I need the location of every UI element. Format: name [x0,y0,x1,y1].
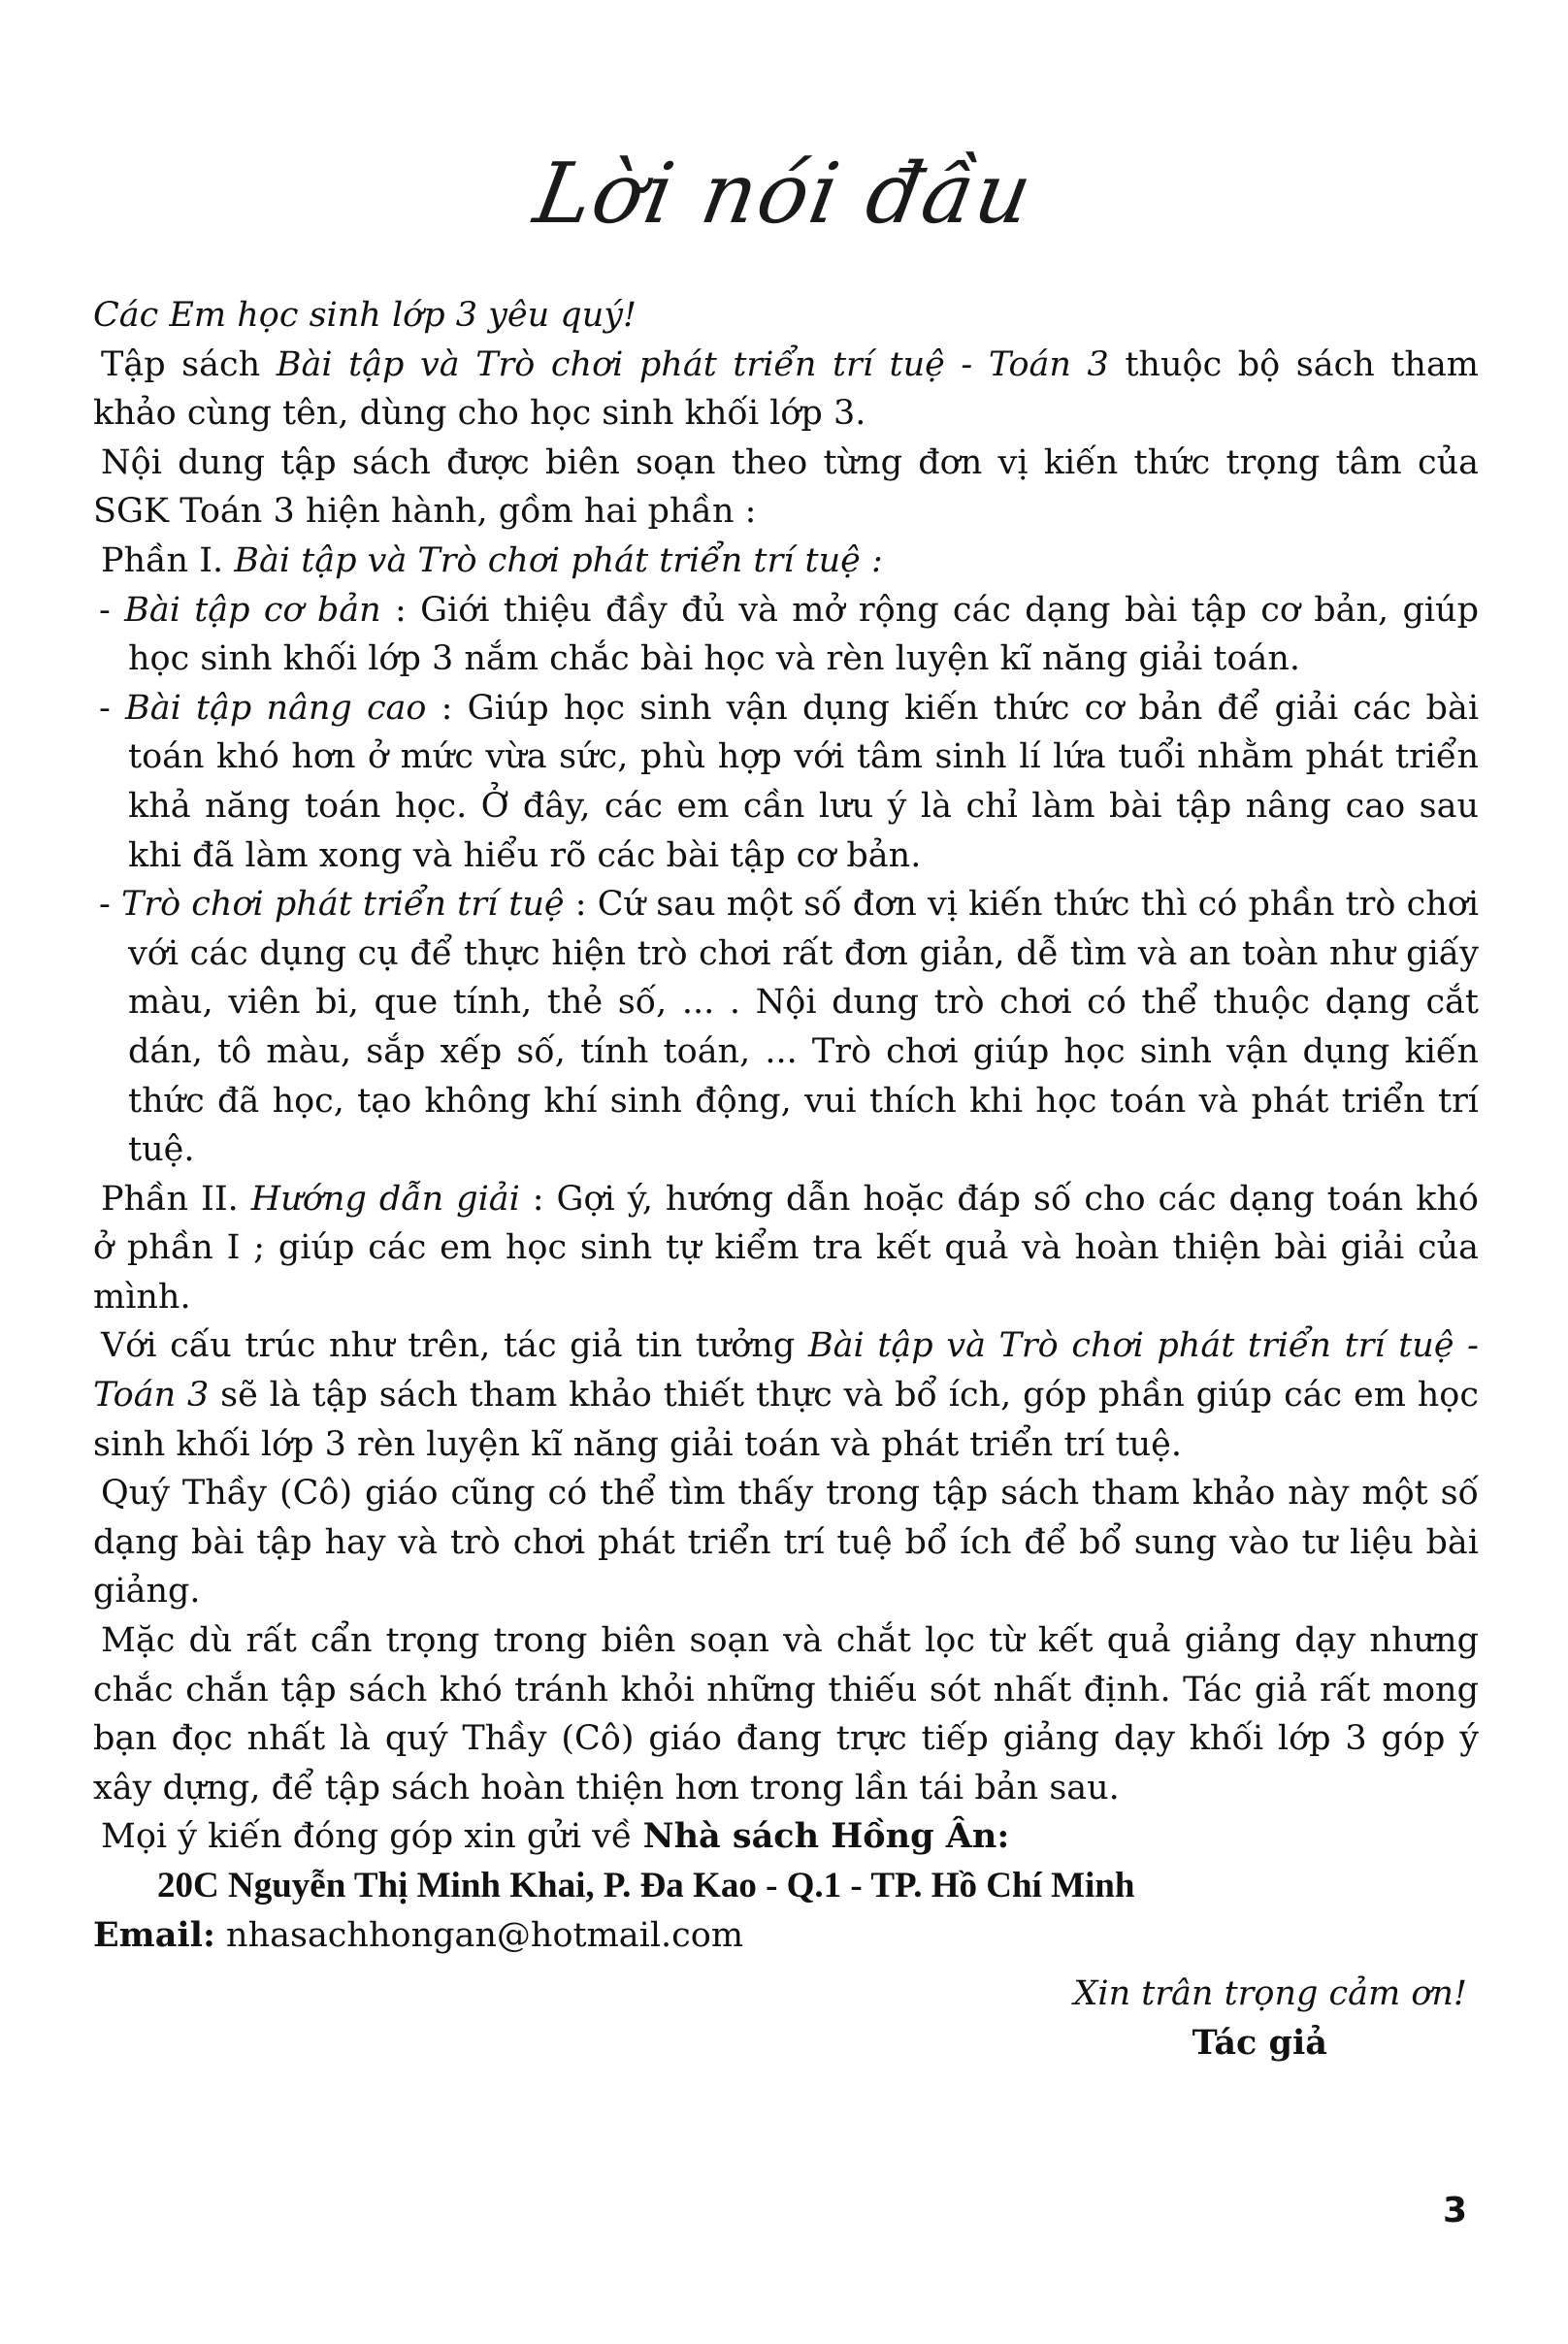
book-title: Bài tập và Trò chơi phát triển trí tuệ - Toán 3 [93,1326,1479,1416]
part-label: Phần I. [101,540,235,580]
item-term: Trò chơi phát triển trí tuệ [121,885,565,925]
text-run: thuộc bộ sách tham khảo cùng tên, dùng cho học sinh khối lớp 3. [93,344,1479,434]
book-title: Bài tập và Trò chơi phát triển trí tuệ - Toán 3 [276,344,1109,384]
page-number: 3 [1442,2191,1467,2230]
text-run: Với cấu trúc như trên, tác giả tin tưởng [101,1326,808,1366]
text-run: sẽ là tập sách tham khảo thiết thực và bổ ích, góp phần giúp các em học sinh khối lớp 3 rèn luyện kĩ năng giải toán và phát triển trí tuệ. [93,1376,1479,1464]
item-text: : Giới thiệu đầy đủ và mở rộng các dạng bài tập cơ bản, giúp học sinh khối lớp 3 nắm chắc bài học và rèn luyện kĩ năng giải toán. [128,590,1480,679]
item-text: : Giúp học sinh vận dụng kiến thức cơ bản để giải các bài toán khó hơn ở mức vừa sức, phù hợp với tâm sinh lí lứa tuổi nhằm phát triển khả năng toán học. Ở đây, các em cần lưu ý là chỉ làm bài tập nâng cao sau khi đã làm xong và hiểu rõ các bài tập cơ bản. [128,688,1480,875]
list-item: - Bài tập nâng cao : Giúp học sinh vận dụng kiến thức cơ bản để giải các bài toán khó hơn ở mức vừa sức, phù hợp với tâm sinh lí lứa tuổi nhằm phát triển khả năng toán học. Ở đây, các em cần lưu ý là chỉ làm bài tập nâng cao sau khi đã làm xong và hiểu rõ các bài tập cơ bản. [99,688,1480,875]
contact-intro: Mọi ý kiến đóng góp xin gửi về [101,1817,643,1857]
preface-body [93,291,1479,2067]
part-two-paragraph [93,1175,1479,1322]
publisher-address: 20C Nguyễn Thị Minh Khai, P. Đa Kao - Q.1 - TP. Hồ Chí Minh [157,1866,1135,1905]
email-line [93,1911,1479,1961]
greeting: Các Em học sinh lớp 3 yêu quý! [93,296,637,335]
email-address: nhasachhongan@hotmail.com [214,1915,744,1955]
part-label: Phần II. [101,1179,251,1219]
paragraph-teachers: Quý Thầy (Cô) giáo cũng có thể tìm thấy trong tập sách tham khảo này một số dạng bài tập hay và trò chơi phát triển trí tuệ bổ ích để bổ sung vào tư liệu bài giảng. [93,1474,1479,1612]
email-label: Email: [93,1914,215,1955]
paragraph-content: Nội dung tập sách được biên soạn theo từng đơn vị kiến thức trọng tâm của SGK Toán 3 hiện hành, gồm hai phần : [93,442,1479,532]
part-one-heading [93,537,1479,586]
item-term: Bài tập cơ bản [124,590,381,630]
publisher-name: Nhà sách Hồng Ân: [642,1816,1010,1857]
part-name: Bài tập và Trò chơi phát triển trí tuệ : [234,540,883,580]
paragraph-structure [93,1321,1479,1469]
paragraph-intro [93,341,1479,439]
list-item: - Trò chơi phát triển trí tuệ : Cứ sau một số đơn vị kiến thức thì có phần trò chơi với các dụng cụ để thực hiện trò chơi rất đơn giản, dễ tìm và an toàn như giấy màu, viên bi, que tính, thẻ số, ... . Nội dung trò chơi có thể thuộc dạng cắt dán, tô màu, sắp xếp số, tính toán, ... Trò chơi giúp học sinh vận dụng kiến thức đã học, tạo không khí sinh động, vui thích khi học toán và phát triển trí tuệ. [99,885,1480,1170]
author-signature: Tác giả [1192,2022,1327,2063]
paragraph-feedback: Mặc dù rất cẩn trọng trong biên soạn và chắt lọc từ kết quả giảng dạy nhưng chắc chắn tập sách khó tránh khỏi những thiếu sót nhất định. Tác giả rất mong bạn đọc nhất là quý Thầy (Cô) giáo đang trực tiếp giảng dạy khối lớp 3 góp ý xây dựng, để tập sách hoàn thiện hơn trong lần tái bản sau. [93,1621,1479,1807]
part-name: Hướng dẫn giải [250,1179,520,1219]
contact-line [93,1812,1479,1862]
item-term: Bài tập nâng cao [125,688,427,728]
part-text: : Gợi ý, hướng dẫn hoặc đáp số cho các dạng toán khó ở phần I ; giúp các em học sinh tự kiểm tra kết quả và hoàn thiện bài giải của mình. [93,1179,1480,1317]
item-text: : Cứ sau một số đơn vị kiến thức thì có phần trò chơi với các dụng cụ để thực hiện trò chơi rất đơn giản, dễ tìm và an toàn như giấy màu, viên bi, que tính, thẻ số, ... . Nội dung trò chơi có thể thuộc dạng cắt dán, tô màu, sắp xếp số, tính toán, ... Trò chơi giúp học sinh vận dụng kiến thức đã học, tạo không khí sinh động, vui thích khi học toán và phát triển trí tuệ. [128,885,1480,1170]
page-title: Lời nói đầu [527,146,1041,243]
text-run: Tập sách [101,344,277,384]
list-item: - Bài tập cơ bản : Giới thiệu đầy đủ và mở rộng các dạng bài tập cơ bản, giúp học sinh khối lớp 3 nắm chắc bài học và rèn luyện kĩ năng giải toán. [99,590,1480,679]
thanks-line: Xin trân trọng cảm ơn! [1073,1974,1467,2014]
